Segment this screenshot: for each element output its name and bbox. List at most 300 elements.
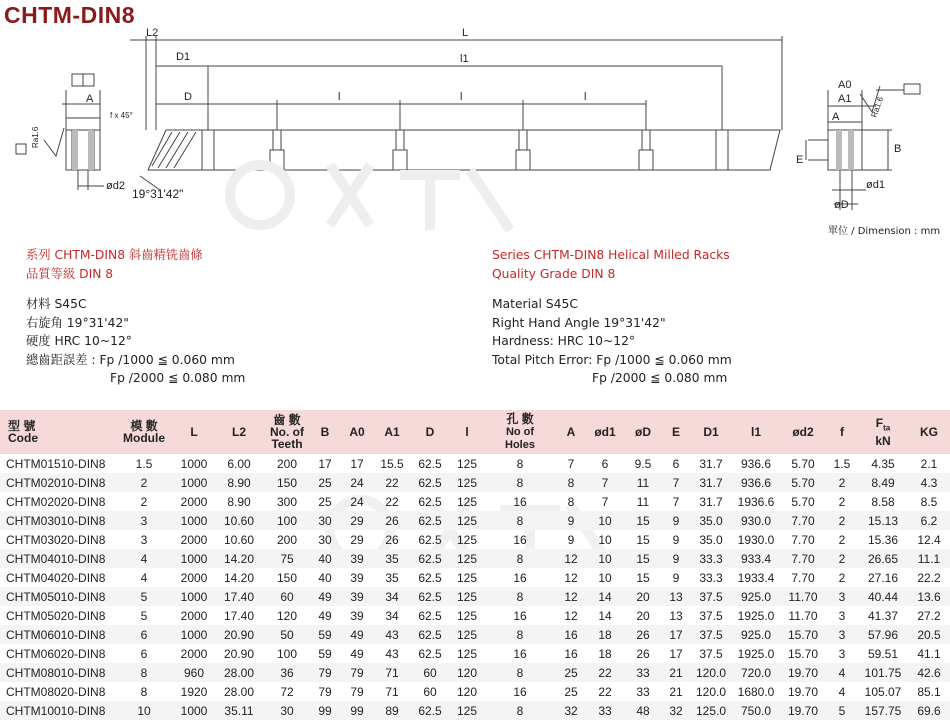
table-cell: 2000 [180,608,208,623]
table-cell: 34 [385,608,399,623]
table-cell: 22 [385,494,399,509]
rack-outline [148,130,780,170]
table-cell: 125 [456,646,478,661]
table-cell: 33 [586,701,624,720]
table-cell: 62.5 [418,532,442,547]
table-cell: 8 [114,663,174,682]
table-row [0,625,950,644]
table-cell: 2000 [180,570,208,585]
table-cell: 26 [636,646,650,661]
table-cell: 200 [276,532,298,547]
table-cell: 25 [556,663,586,682]
table-cell: 125 [450,511,484,530]
technical-drawing [0,0,950,240]
table-cell: 26 [385,532,399,547]
table-cell: 48 [624,701,662,720]
table-cell: 59 [310,625,340,644]
table-cell: 2000 [180,646,208,661]
table-cell: 99 [340,701,374,720]
cn-grade-line: 品質等級 DIN 8 [26,266,114,281]
cn-pitch-error-1: 總齒距誤差 : Fp /1000 ≦ 0.060 mm [26,352,235,367]
header-l1: l1 [732,410,780,454]
label-d1: ød1 [866,179,885,191]
table-cell: 7 [672,494,680,509]
table-cell: 4 [114,549,174,568]
table-cell: 42.6 [908,663,950,682]
table-cell: 15.13 [858,511,908,530]
table-cell: 16 [513,532,527,547]
table-cell: 22 [598,684,612,699]
table-cell: 29 [340,511,374,530]
cn-material: 材料 S45C [26,297,87,311]
table-cell: 39 [340,549,374,568]
table-cell: 4 [140,570,148,585]
table-cell: 49 [340,625,374,644]
table-cell-code: CHTM06020-DIN8 [6,646,106,661]
table-cell: 30 [310,511,340,530]
table-cell: 43 [374,625,410,644]
table-cell: 9.5 [634,456,652,471]
table-cell: 4.35 [871,456,895,471]
table-cell: 8.49 [858,473,908,492]
spec-table [0,410,950,720]
table-cell: 125 [450,625,484,644]
table-body [0,454,950,720]
table-cell: 933.4 [732,549,780,568]
page-title: CHTM-DIN8 [4,2,135,28]
label-D1: D1 [176,51,191,63]
table-cell: 62.5 [410,587,450,606]
en-grade-line: Quality Grade DIN 8 [492,266,616,281]
table-cell: 17.40 [223,608,255,623]
table-row [0,511,950,530]
table-row [0,682,950,701]
table-cell: 17.40 [214,587,264,606]
table-cell: 9 [662,549,690,568]
table-cell: 60 [410,663,450,682]
header-D1: D1 [690,410,732,454]
header-D: D [410,410,450,454]
table-cell: 79 [318,684,332,699]
header-force: $F_{ta}$ kN [858,410,908,454]
table-cell: 35 [385,570,399,585]
table-cell: 8 [556,473,586,492]
table-cell: 8 [484,587,556,606]
table-cell: 12 [556,587,586,606]
header-teeth: 齒 數 No. of Teeth [264,410,310,454]
table-cell: 125 [456,494,478,509]
table-cell: 79 [340,663,374,682]
table-cell: 8.58 [871,494,895,509]
table-cell: 8 [484,625,556,644]
table-cell: 8 [567,494,575,509]
table-cell: 25 [318,494,332,509]
table-cell: 120 [456,684,478,699]
table-cell: 22 [586,663,624,682]
table-cell: 3 [838,646,846,661]
table-cell: 125 [450,473,484,492]
table-cell: 35.0 [690,511,732,530]
table-cell: 10 [586,549,624,568]
header-phiD: øD [624,410,662,454]
table-cell: 15 [636,570,650,585]
table-cell: 1000 [174,549,214,568]
table-header-row [0,410,950,454]
en-angle: Right Hand Angle 19°31'42" [492,315,666,330]
table-cell: 8 [140,684,148,699]
table-cell: 69.6 [908,701,950,720]
table-cell: 157.75 [858,701,908,720]
table-cell: 39 [350,570,364,585]
table-cell: 6 [140,646,148,661]
table-cell: 13 [669,608,683,623]
table-cell: 19.70 [787,684,819,699]
table-cell: 7.70 [791,570,815,585]
table-cell: 14.20 [214,549,264,568]
en-pitch-error-1: Total Pitch Error: Fp /1000 ≦ 0.060 mm [492,352,732,367]
table-cell: 62.5 [418,646,442,661]
table-cell: 8 [516,456,524,471]
label-ra-right: Ra1.6 [869,95,886,119]
table-cell: 7 [662,473,690,492]
table-cell: 32 [662,701,690,720]
table-cell: 10.60 [223,532,255,547]
table-cell: 17 [669,646,683,661]
header-d1: ød1 [586,410,624,454]
table-cell: 3 [114,511,174,530]
table-cell: 925.0 [732,587,780,606]
table-cell: 29 [350,532,364,547]
table-cell: 16 [513,646,527,661]
table-cell: 27.2 [917,608,941,623]
label-A0: A0 [838,79,852,91]
table-cell: 62.5 [418,494,442,509]
table-cell: 15.5 [380,456,404,471]
table-cell: 24 [340,473,374,492]
table-cell: 25 [310,473,340,492]
header-KG: KG [908,410,950,454]
table-cell: 2 [826,511,858,530]
table-cell: 16 [513,494,527,509]
table-cell: 936.6 [732,473,780,492]
table-cell: 7.70 [791,532,815,547]
table-cell: 1000 [174,701,214,720]
table-cell-code: CHTM01510-DIN8 [6,456,106,471]
en-material: Material S45C [492,297,578,311]
label-d2: ød2 [106,180,125,192]
label-E: E [796,154,804,166]
left-section-outline [66,130,100,170]
table-cell: 26 [624,625,662,644]
table-cell: 13.6 [908,587,950,606]
table-cell: 75 [264,549,310,568]
header-A: A [556,410,586,454]
table-cell: 15 [624,511,662,530]
table-cell: 39 [340,587,374,606]
table-cell: 16 [513,684,527,699]
table-cell: 2 [838,494,846,509]
table-cell: 720.0 [732,663,780,682]
table-cell-code: CHTM03010-DIN8 [0,511,114,530]
table-cell: 125 [450,549,484,568]
table-cell: 35.0 [699,532,723,547]
table-cell: 1933.4 [737,570,775,585]
table-cell: 89 [374,701,410,720]
table-cell: 3 [826,587,858,606]
label-A-left: A [86,93,94,105]
label-L2: L2 [146,27,159,39]
table-row [0,663,950,682]
table-cell: 62.5 [410,511,450,530]
table-cell: 11.70 [780,587,826,606]
english-info [492,246,732,388]
table-cell: 7 [601,494,609,509]
table-cell: 9 [556,511,586,530]
table-cell: 8 [484,511,556,530]
table-cell: 2 [140,494,148,509]
header-code: 型 號 Code [0,410,114,454]
table-cell: 16 [556,625,586,644]
table-cell: 20.90 [214,625,264,644]
table-cell: 10 [598,570,612,585]
table-cell: 14 [586,587,624,606]
label-l-3: l [584,91,587,103]
table-cell: 930.0 [732,511,780,530]
table-cell: 1000 [174,473,214,492]
table-cell: 12 [564,570,578,585]
table-cell-code: CHTM03020-DIN8 [6,532,106,547]
table-cell: 72 [280,684,294,699]
table-cell: 25 [564,684,578,699]
cn-angle: 右旋角 19°31'42" [26,315,129,330]
cn-hardness: 硬度 HRC 10~12° [26,334,132,348]
label-B: B [894,143,902,155]
table-row [0,492,950,511]
table-cell: 85.1 [917,684,941,699]
table-cell: 62.5 [410,701,450,720]
table-cell: 105.07 [864,684,902,699]
table-cell: 10 [586,511,624,530]
table-cell: 7 [567,456,575,471]
table-cell: 150 [276,570,298,585]
table-cell: 1920 [180,684,208,699]
table-cell-code: CHTM05010-DIN8 [0,587,114,606]
header-f: f [826,410,858,454]
table-cell: 32 [556,701,586,720]
chinese-info [26,246,245,388]
table-cell: 5.70 [791,456,815,471]
table-cell-code: CHTM04010-DIN8 [0,549,114,568]
table-cell: 15 [624,549,662,568]
label-l-2: l [460,91,463,103]
table-cell: 7 [586,473,624,492]
table-cell: 15.70 [780,625,826,644]
table-row [0,473,950,492]
table-cell: 13 [662,587,690,606]
table-cell: 41.37 [867,608,899,623]
table-cell: 17 [318,456,332,471]
table-cell: 49 [318,608,332,623]
table-cell: 31.7 [690,473,732,492]
label-A1: A1 [838,93,852,105]
table-cell: 43 [385,646,399,661]
table-cell: 10 [114,701,174,720]
table-cell: 1930.0 [737,532,775,547]
table-cell: 62.5 [410,625,450,644]
table-cell: 34 [374,587,410,606]
table-cell: 120 [450,663,484,682]
table-cell: 37.5 [699,608,723,623]
table-cell: 37.5 [690,587,732,606]
table-cell: 30 [318,532,332,547]
left-datum-box [16,144,26,154]
table-cell: 60 [423,684,437,699]
table-cell: 8 [484,549,556,568]
table-cell: 36 [264,663,310,682]
table-cell: 125 [456,608,478,623]
table-cell: 49 [350,646,364,661]
table-cell: 33 [636,684,650,699]
table-cell: 20.90 [223,646,255,661]
table-cell: 71 [385,684,399,699]
table-cell: 936.6 [740,456,772,471]
table-cell: 1000 [174,587,214,606]
table-cell-code: CHTM08020-DIN8 [6,684,106,699]
header-A0: A0 [340,410,374,454]
table-cell: 11 [636,494,650,509]
table-cell: 8 [484,663,556,682]
table-cell: 18 [586,625,624,644]
table-cell: 22 [374,473,410,492]
table-row [0,530,950,549]
table-row [0,549,950,568]
label-D: D [184,91,192,103]
table-cell: 10.60 [214,511,264,530]
right-datum-box [904,84,920,94]
table-cell: 125 [456,570,478,585]
table-cell: 20 [636,608,650,623]
table-cell: 10 [598,532,612,547]
header-E: E [662,410,690,454]
table-cell: 12 [556,549,586,568]
table-cell: 125 [456,456,478,471]
table-cell: 120.0 [695,684,727,699]
label-l-1: l [338,91,341,103]
table-cell: 6 [601,456,609,471]
table-cell: 22.2 [917,570,941,585]
table-cell: 28.00 [214,663,264,682]
table-cell: 2 [838,532,846,547]
table-cell: 41.1 [917,646,941,661]
table-cell: 3 [838,608,846,623]
header-l: l [450,410,484,454]
table-cell: 120 [276,608,298,623]
table-cell: 16 [513,570,527,585]
table-cell: 1925.0 [737,608,775,623]
table-cell: 100 [276,646,298,661]
table-cell: 6.00 [227,456,251,471]
table-cell: 8 [484,473,556,492]
table-cell: 15.36 [867,532,899,547]
table-cell: 5.70 [780,473,826,492]
table-row [0,454,950,473]
table-cell: 3 [140,532,148,547]
label-l1: l1 [460,53,469,65]
cn-series-line: 系列 CHTM-DIN8 斜齒精铣齒條 [26,248,203,262]
table-cell: 33.3 [699,570,723,585]
table-cell-code: CHTM05020-DIN8 [6,608,106,623]
table-cell: 62.5 [418,608,442,623]
table-cell: 5 [140,608,148,623]
unit-label: 單位 / Dimension : mm [828,226,941,237]
table-cell: 6 [672,456,680,471]
table-cell: 62.5 [410,473,450,492]
en-hardness: Hardness: HRC 10~12° [492,334,636,348]
table-cell: 15.70 [787,646,819,661]
table-cell: 37.5 [690,625,732,644]
table-cell: 8.90 [214,473,264,492]
label-A-right: A [832,111,840,123]
table-cell: 125 [456,532,478,547]
table-cell: 11 [624,473,662,492]
table-cell: 12 [564,608,578,623]
table-cell: 960 [174,663,214,682]
table-cell: 1.5 [135,456,153,471]
label-phiD: øD [834,199,849,211]
table-cell: 11.70 [788,608,818,623]
table-cell: 79 [310,663,340,682]
header-d2: ød2 [780,410,826,454]
table-cell: 2000 [180,494,208,509]
label-L: L [462,27,469,39]
table-cell: 5.70 [791,494,815,509]
table-cell: 50 [264,625,310,644]
table-cell: 17 [350,456,364,471]
table-cell: 9 [672,532,680,547]
table-cell: 49 [310,587,340,606]
table-cell: 19.70 [780,701,826,720]
table-cell: 60 [264,587,310,606]
table-cell: 16 [564,646,578,661]
table-cell: 2000 [180,532,208,547]
table-cell: 26 [374,511,410,530]
table-cell: 40 [318,570,332,585]
header-holes: 孔 數 No of Holes [484,410,556,454]
table-cell: 39 [350,608,364,623]
table-cell: 35.11 [214,701,264,720]
table-cell: 2 [826,549,858,568]
table-cell: 14 [598,608,612,623]
header-L: L [174,410,214,454]
table-cell: 150 [264,473,310,492]
table-cell: 20.5 [908,625,950,644]
table-cell: 31.7 [699,456,723,471]
table-cell: 200 [276,456,298,471]
table-cell: 8.90 [227,494,251,509]
table-cell: 9 [672,570,680,585]
table-cell: 7.70 [780,511,826,530]
table-cell: 7.70 [780,549,826,568]
cn-pitch-error-2: Fp /2000 ≦ 0.080 mm [110,371,246,385]
table-cell: 30 [264,701,310,720]
label-ra-left: Ra1.6 [31,126,40,148]
label-helix-angle: 19°31'42" [132,187,184,201]
table-cell: 750.0 [732,701,780,720]
table-cell-code: CHTM06010-DIN8 [0,625,114,644]
table-cell: 31.7 [699,494,723,509]
header-L2: L2 [214,410,264,454]
table-cell: 1925.0 [737,646,775,661]
